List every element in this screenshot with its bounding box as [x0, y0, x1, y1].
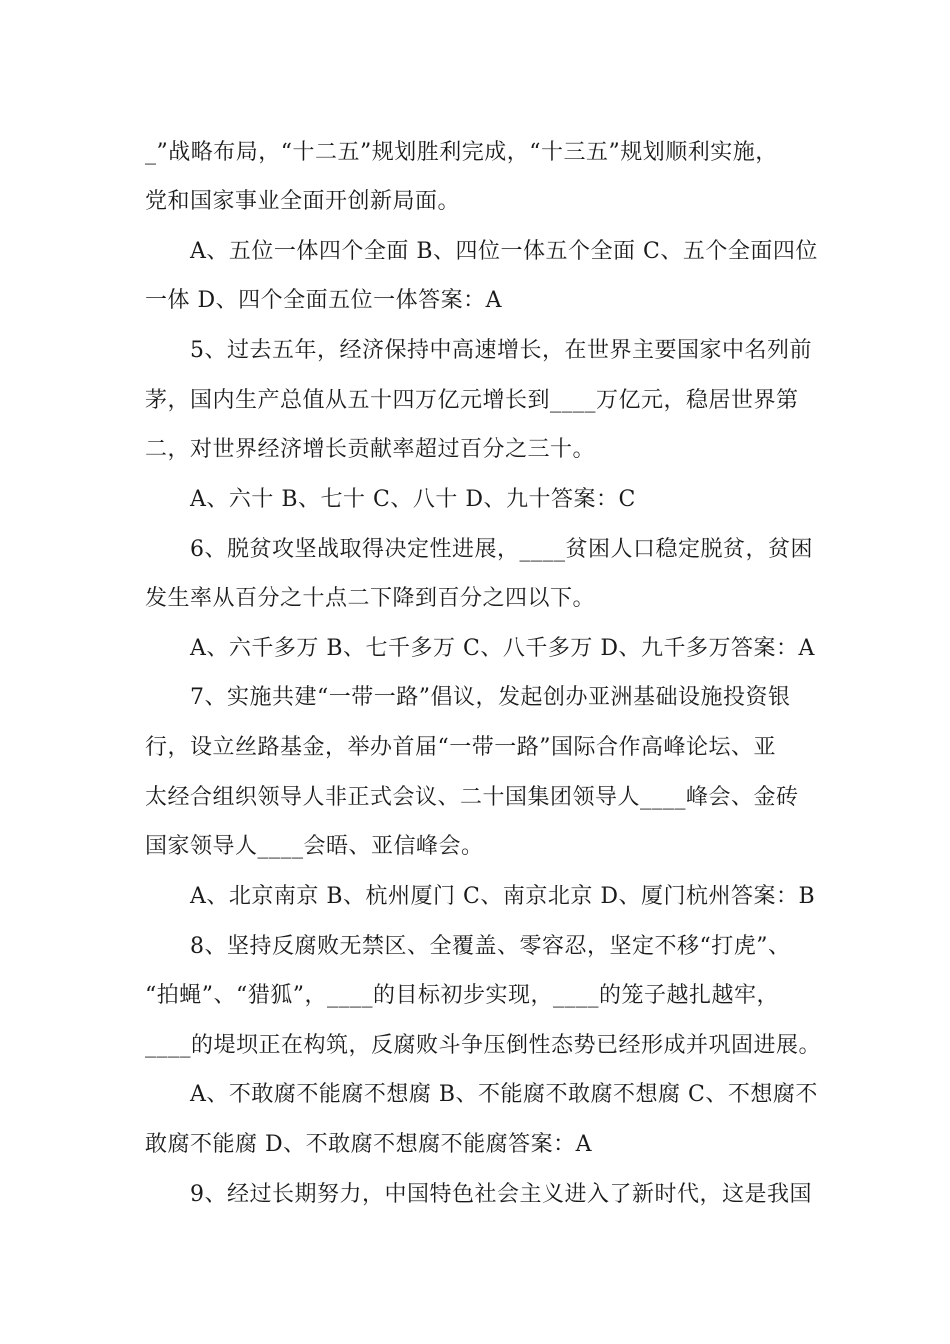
- question-line: ____的堤坝正在构筑，反腐败斗争压倒性态势已经形成并巩固进展。: [145, 1033, 822, 1058]
- question-line: 7、实施共建“一带一路”倡议，发起创办亚洲基础设施投资银: [190, 685, 791, 710]
- question-line: “拍蝇”、“猎狐”，____的目标初步实现，____的笼子越扎越牢，: [145, 983, 779, 1008]
- question-line: 国家领导人____会晤、亚信峰会。: [145, 834, 484, 859]
- text-line: 党和国家事业全面开创新局面。: [145, 189, 461, 214]
- question-line: 5、过去五年，经济保持中高速增长，在世界主要国家中名列前: [190, 338, 812, 363]
- option-line: A、六千多万 B、七千多万 C、八千多万 D、九千多万答案：A: [190, 636, 815, 661]
- question-line: 二，对世界经济增长贡献率超过百分之三十。: [145, 437, 596, 462]
- option-line: A、五位一体四个全面 B、四位一体五个全面 C、五个全面四位: [190, 239, 818, 264]
- question-line: 发生率从百分之十点二下降到百分之四以下。: [145, 586, 596, 611]
- question-line: 行，设立丝路基金，举办首届“一带一路”国际合作高峰论坛、亚: [145, 735, 776, 760]
- option-line: A、不敢腐不能腐不想腐 B、不能腐不敢腐不想腐 C、不想腐不: [190, 1082, 818, 1107]
- option-line: 一体 D、四个全面五位一体答案：A: [145, 288, 503, 313]
- question-line: 太经合组织领导人非正式会议、二十国集团领导人____峰会、金砖: [145, 785, 799, 810]
- option-line: A、六十 B、七十 C、八十 D、九十答案：C: [190, 487, 636, 512]
- question-line: 9、经过长期努力，中国特色社会主义进入了新时代，这是我国: [190, 1182, 812, 1207]
- question-line: 8、坚持反腐败无禁区、全覆盖、零容忍，坚定不移“打虎”、: [190, 934, 791, 959]
- question-line: 茅，国内生产总值从五十四万亿元增长到____万亿元，稳居世界第: [145, 388, 799, 413]
- option-line: A、北京南京 B、杭州厦门 C、南京北京 D、厦门杭州答案：B: [190, 884, 816, 909]
- question-line: 6、脱贫攻坚战取得决定性进展，____贫困人口稳定脱贫，贫困: [190, 537, 813, 562]
- text-line: _”战略布局，“十二五”规划胜利完成，“十三五”规划顺利实施，: [145, 140, 778, 165]
- option-line: 敢腐不能腐 D、不敢腐不想腐不能腐答案：A: [145, 1132, 593, 1157]
